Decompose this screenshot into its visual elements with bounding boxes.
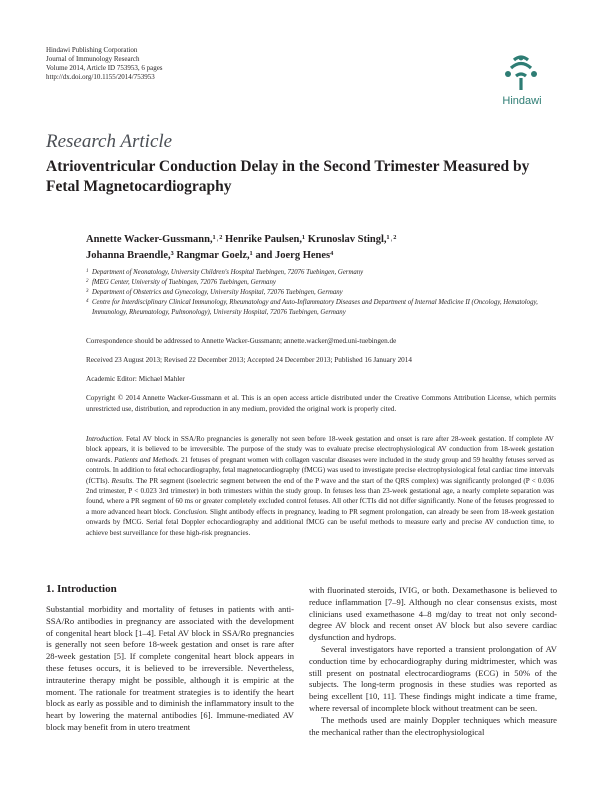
abstract-methods-label: Patients and Methods.	[114, 455, 180, 464]
journal-name: Journal of Immunology Research	[46, 55, 140, 63]
article-type: Research Article	[46, 131, 173, 152]
publisher-name: Hindawi Publishing Corporation	[46, 46, 138, 54]
body-column-right	[309, 585, 557, 738]
body-paragraph: Substantial morbidity and mortality of fetuses in patients with anti-SSA/Ro antibodies in pregnancy are associated with the development of congenital heart block [1–4]. Fetal AV block in SSA/Ro pregnancies is generally not seen before 18-week gestation and onset is rare after 28-week gestation [5]. If complete congenital heart block appears in these fetuses occurs, it is believed to be irreversible. Nevertheless, intrauterine therapy might be possible, although it is empiric at the moment. The rationale for treatment strategies is to identify the heart block as early as possible and to diminish the inflammatory insult to the heart by lowering the maternal antibodies [6]. Immune-mediated AV block may benefit from in utero treatment	[46, 604, 294, 732]
abstract-conclusion: Slight antibody effects in pregnancy, leading to PR segment prolongation, can already be seen from 18-week gestation onwards by fMCG. Serial fetal Doppler echocardiography and additional fMCG can be useful methods to measure early and precise AV conduction time, to achieve best surveillance for these high-risk pregnancies.	[86, 507, 554, 537]
abstract-intro-label: Introduction.	[86, 435, 124, 443]
affiliation-2: 2 fMEG Center, University of Tuebingen, 72076 Tuebingen, Germany	[86, 279, 276, 286]
doi-link[interactable]: http://dx.doi.org/10.1155/2014/753953	[46, 73, 155, 81]
abstract-intro: Fetal AV block in SSA/Ro pregnancies is generally not seen before 18-week gestation and onset is rare after 28-week gestation. If complete AV block appears, it is believed to be irreversible. The purpose of the study was to evaluate precise electrophysiological AV conduction from 18-week gestation onwards.	[86, 435, 554, 464]
volume-line: Volume 2014, Article ID 753953, 6 pages	[46, 64, 163, 72]
body-paragraph: The methods used are mainly Doppler techniques which measure the mechanical rather than the electrophysiological	[309, 714, 557, 737]
journal-metadata	[46, 46, 163, 82]
body-column-left	[46, 604, 294, 734]
abstract-results: The PR segment (isoelectric segment between the end of the P wave and the start of the QRS complex) was significantly prolonged (P < 0.036 2nd trimester, P < 0.023 3rd trimester) in both trimesters within the study group. In fetuses less than 23-week gestational age, a nearly complete separation was found, where a PR segment of 60 ms or greater completely excluded control fetuses. All other fCTIs did not differ significantly. None of the fetuses progressed to a more advanced heart block.	[86, 476, 554, 516]
affiliation-3: 3 Department of Obstetrics and Gynecology, University Hospital, 72076 Tuebingen, Germany	[86, 289, 343, 296]
body-paragraph: Several investigators have reported a transient prolongation of AV conduction time by echocardiography during midtrimester, which was still present on postnatal electrocardiograms (ECG) in 50% of the subjects. The long-term prognosis in these studies was reported as being excellent [10, 11]. These findings might indicate a time frame, where reversal of incomplete block without treatment can be seen.	[309, 643, 557, 713]
affiliation-1: 1 Department of Neonatology, University Children's Hospital Tuebingen, 72076 Tuebingen, Germany	[86, 269, 364, 276]
author-line-2: Johanna Braendle,³ Rangmar Goelz,¹ and Joerg Henes⁴	[86, 250, 334, 261]
copyright-notice: Copyright © 2014 Annette Wacker-Gussmann et al. This is an open access article distributed under the Creative Commons Attribution License, which permits unrestricted use, distribution, and reproduction in any medium, provided the original work is properly cited.	[86, 394, 556, 413]
abstract-conclusion-label: Conclusion.	[173, 507, 208, 516]
abstract-methods: 21 fetuses of pregnant women with collagen vascular diseases were included in the study group and 59 healthy fetuses served as controls. In addition to fetal echocardiography, fetal magnetocardiography (fMCG) was used to investigate precise electrophysiological fetal cardiac time intervals (fCTIs).	[86, 455, 555, 485]
paper-title: Atrioventricular Conduction Delay in the Second Trimester Measured by Fetal Magnetocardiography	[46, 158, 530, 195]
author-line-1: Annette Wacker-Gussmann,¹˒² Henrike Paulsen,¹ Krunoslav Stingl,¹˒²	[86, 234, 397, 245]
section-heading-introduction: 1. Introduction	[46, 583, 117, 595]
author-list	[86, 232, 556, 264]
correspondence: Correspondence should be addressed to Annette Wacker-Gussmann; annette.wacker@med.uni-tuebingen.de	[86, 337, 397, 345]
abstract	[86, 434, 554, 538]
affiliations	[86, 268, 556, 318]
abstract-results-label: Results.	[111, 476, 135, 485]
affiliation-4: 4 Centre for Interdisciplinary Clinical Immunology, Rheumatology and Auto-Inflammatory Diseases and Department of Internal Medicine II (Oncology, Hematology, Immunology, Rheumatology, Pulmonology), University Hospital, 72076 Tuebingen, Germany	[86, 299, 538, 316]
body-paragraph: with fluorinated steroids, IVIG, or both. Dexamethasone is believed to reduce inflammation [7–9]. Although no clear consensus exists, most clinicians used examethasone 4–8 mg/day to treat not only second-degree AV block and recent onset AV block but also severe cardiac dysfunction and hydrops.	[309, 585, 557, 643]
academic-editor: Academic Editor: Michael Mahler	[86, 375, 185, 383]
publication-dates: Received 23 August 2013; Revised 22 December 2013; Accepted 24 December 2013; Published 16 January 2014	[86, 356, 412, 364]
hindawi-logo-text: Hindawi	[502, 95, 542, 107]
